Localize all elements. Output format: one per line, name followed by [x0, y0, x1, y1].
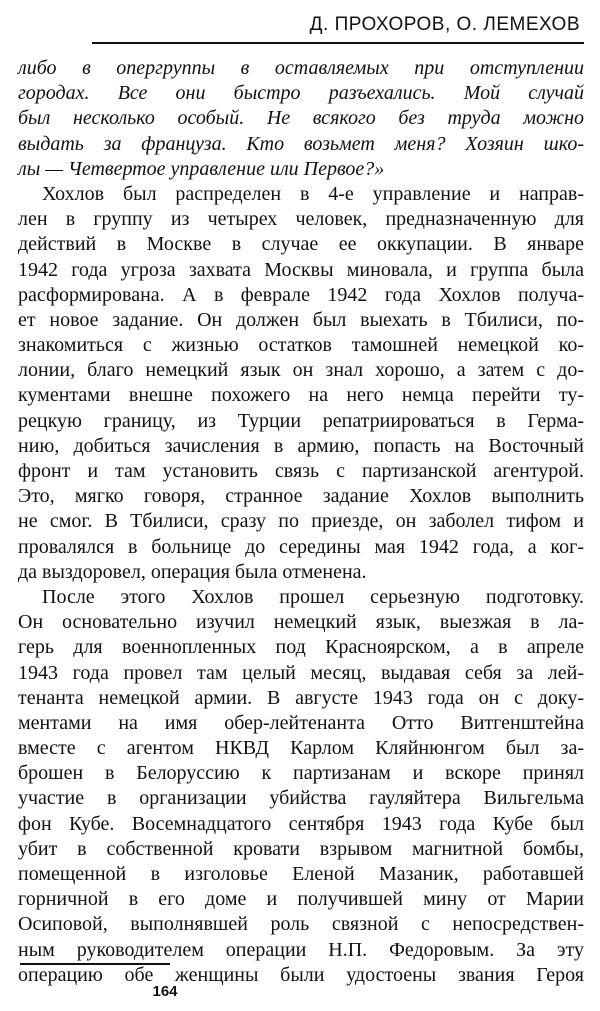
text-line: городах. Все они быстро разъехались. Мой случай — [18, 82, 584, 105]
text-line: горничной в его доме и получившей мину от Марии — [18, 888, 584, 911]
text-line: расформирована. А в феврале 1942 года Хохлов получа- — [18, 283, 584, 306]
text-line: операцию обе женщины были удостоены звания Героя — [18, 963, 584, 986]
text-line: 1943 года провел там целый месяц, выдавая себя за лей- — [18, 661, 584, 684]
text-line: ментами на имя обер-лейтенанта Отто Витгенштейна — [18, 711, 584, 734]
text-line: знакомиться с жизнью остатков тамошней немецкой ко- — [18, 334, 584, 357]
text-line: После этого Хохлов прошел серьезную подготовку. — [42, 585, 584, 608]
text-line: участие в организации убийства гауляйтера Вильгельма — [18, 787, 584, 810]
text-line: лы — Четвертое управление или Первое?» — [18, 157, 385, 180]
text-line: помещенной в изголовье Еленой Мазаник, работавшей — [18, 863, 584, 885]
text-line: фон Кубе. Восемнадцатого сентября 1943 года Кубе был — [18, 812, 584, 835]
text-line: брошен в Белоруссию к партизанам и вскоре принял — [18, 762, 584, 785]
text-line: не смог. В Тбилиси, сразу по приезде, он заболел тифом и — [18, 510, 584, 533]
running-head: Д. ПРОХОРОВ, О. ЛЕМЕХОВ — [309, 14, 580, 35]
text-line: был несколько особый. Не всякого без труда можно — [18, 107, 584, 130]
body-text — [18, 56, 584, 988]
text-line: вместе с агентом НКВД Карлом Кляйнюнгом был за- — [18, 737, 584, 760]
quote-paragraph — [18, 56, 584, 182]
text-line: убит в собственной кровати взрывом магнитной бомбы, — [18, 837, 584, 860]
text-line: кументами внешне похожего на него немца перейти ту- — [18, 384, 584, 407]
paragraph — [18, 585, 584, 988]
text-line: рецкую границу, из Турции репатриироваться в Герма- — [18, 409, 584, 432]
text-line: Он основательно изучил немецкий язык, выезжая в ла- — [18, 611, 584, 634]
text-line: провалялся в больнице до середины мая 1942 года, а ког- — [18, 535, 584, 558]
text-line: Хохлов был распределен в 4-е управление и направ- — [42, 182, 584, 205]
header-rule — [92, 42, 584, 44]
text-line: герь для военнопленных под Красноярском, а в апреле — [18, 636, 584, 659]
text-line: нию, добиться зачисления в армию, попасть на Восточный — [18, 434, 584, 457]
paragraph — [18, 182, 584, 585]
text-line: лен в группу из четырех человек, предназначенную для — [18, 208, 584, 231]
text-line: ным руководителем операции Н.П. Федоровым. За эту — [18, 938, 584, 961]
text-line: лонии, благо немецкий язык он знал хорошо, а затем с до- — [18, 359, 584, 382]
text-line: ет новое задание. Он должен был выехать в Тбилиси, по- — [18, 308, 584, 331]
footer-rule — [20, 963, 170, 965]
text-line: 1942 года угроза захвата Москвы миновала, и группа была — [18, 258, 584, 281]
text-line: да выздоровел, операция была отменена. — [18, 560, 367, 583]
text-line: Это, мягко говоря, странное задание Хохлов выполнить — [18, 485, 584, 508]
text-line: Осиповой, выполнявшей роль связной с непосредствен- — [18, 913, 584, 936]
text-line: действий в Москве в случае ее оккупации. В январе — [18, 233, 584, 256]
text-line: тенанта немецкой армии. В августе 1943 года он с доку- — [18, 686, 584, 709]
text-line: выдать за француза. Кто возьмет меня? Хозяин шко- — [18, 132, 584, 155]
page-number: 164 — [152, 983, 178, 1000]
text-line: фронт и там установить связь с партизанской агентурой. — [18, 460, 584, 482]
text-line: либо в опергруппы в оставляемых при отступлении — [18, 57, 584, 79]
